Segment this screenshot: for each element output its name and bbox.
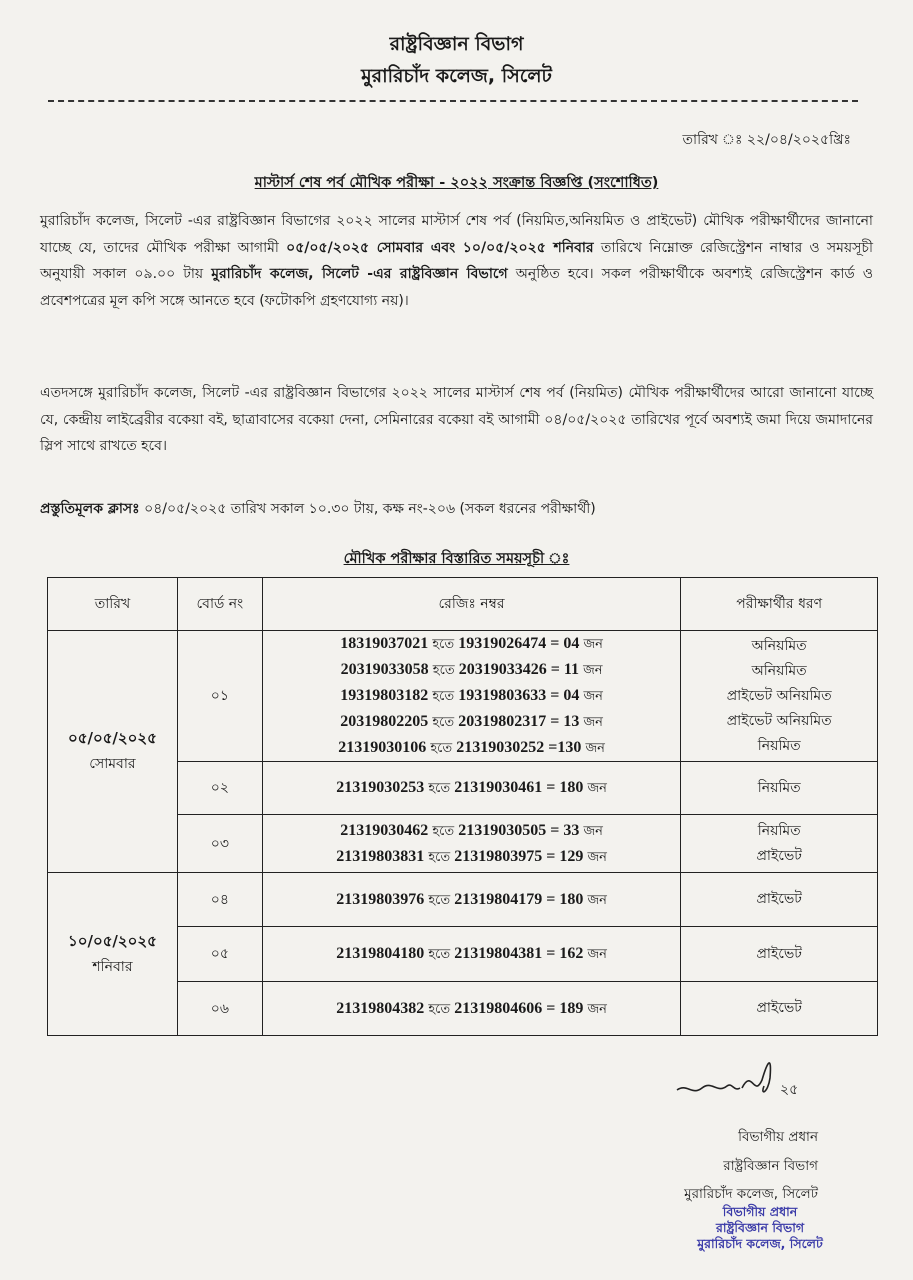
stamp-line-2: রাষ্ট্রবিজ্ঞান বিভাগ [715,1220,805,1235]
day1-weekday: সোমবার [89,756,136,772]
exam-venue: মুরারিচাঁদ কলেজ, সিলেট -এর রাষ্ট্রবিজ্ঞান বিভাগে [211,266,508,282]
schedule-title-text: মৌখিক পরীক্ষার বিস্তারিত সময়সূচী ঃ [343,551,570,567]
type-cell [681,927,878,982]
reg-range [267,941,677,967]
header-date: তারিখ [48,578,178,631]
reg-from-word: হতে [424,947,455,962]
reg-person-word: জন [579,689,603,704]
schedule-table [47,577,878,1036]
reg-from-word: হতে [424,781,455,796]
reg-from: 21319803976 [336,890,425,908]
reg-to-count: 20319033426 = 11 [458,661,579,678]
reg-to-count: 21319804381 = 162 [454,945,584,962]
table-row [48,631,878,762]
reg-from-word: হতে [424,892,455,908]
type-cell [681,762,878,815]
reg-from: 20319033058 [340,661,429,678]
candidate-type: প্রাইভেট [756,1000,802,1016]
board-no: ০৬ [177,982,262,1036]
reg-to-count: 21319803975 = 129 [454,847,584,865]
reg-to-count: 19319026474 = 04 [458,635,580,652]
candidate-type: নিয়মিত [757,822,801,839]
reg-from-word: হতে [428,823,459,839]
type-cell [681,982,878,1036]
prep-class-line [40,497,873,521]
reg-cell [262,927,681,982]
reg-person-word: জন [583,892,607,908]
reg-range [267,709,677,735]
reg-range [267,844,677,870]
reg-person-word: জন [581,741,605,756]
signature-dept: রাষ্ট্রবিজ্ঞান বিভাগ [723,1158,818,1174]
candidate-type: প্রাইভেট [756,945,802,962]
day1-date-cell [48,631,178,873]
candidate-type: প্রাইভেট [756,891,802,907]
notice-subject-text: মাস্টার্স শেষ পর্ব মৌখিক পরীক্ষা - ২০২২ সংক্রান্ত বিজ্ঞপ্তি (সংশোধিত) [254,175,659,191]
type-cell [681,631,878,762]
reg-from-word: হতে [428,637,459,652]
para1-part-e: অনুষ্ঠিত হবে। সকল পরীক্ষার্থীকে অবশ্যই রেজিস্ট্রেশন কার্ড ও প্রবেশপত্রের মূল কপি সঙ্গে আনতে হবে (ফটোকপি গ্রহণযোগ্য নয়)। [40,266,873,309]
reg-cell [262,982,681,1036]
reg-from-word: হতে [428,689,459,704]
reg-person-word: জন [583,849,607,865]
candidate-type: প্রাইভেট [756,847,802,864]
notice-paragraph-2: এতদসঙ্গে মুরারিচাঁদ কলেজ, সিলেট -এর রাষ্ট্রবিজ্ঞান বিভাগের ২০২২ সালের মাস্টার্স শেষ পর্ব (নিয়মিত) মৌখিক পরীক্ষার্থীদের আরো জানানো যাচ্ছে যে, কেন্দ্রীয় লাইব্রেরীর বকেয়া বই, ছাত্রাবাসের বকেয়া দেনা, সেমিনারের বকেয়া বই আগামী ০৪/০৫/২০২৫ তারিখের পূর্বে অবশ্যই জমা দিয়ে জমাদানের স্লিপ সাথে রাখতে হবে। [40,385,873,454]
table-row [48,873,878,927]
reg-from: 21319804382 [336,999,425,1017]
candidate-type: নিয়মিত [757,779,801,796]
day2-date: ১০/০৫/২০২৫ [67,931,157,950]
para1-part-c: তারিখে নিম্নোক্ত রেজিস্ট্রেশন নাম্বার ও সময়সূচী অনুযায়ী সকাল ০৯.০০ টায় [40,239,873,282]
reg-to-count: 21319030461 = 180 [454,779,584,796]
reg-person-word: জন [579,823,603,839]
board-no: ০২ [177,762,262,815]
reg-person-word: জন [579,637,603,652]
notice-paragraph-1 [40,208,873,314]
board-no: ০৩ [177,815,262,873]
reg-from: 21319030253 [336,779,425,796]
notice-date: তারিখ ঃ ২২/০৪/২০২৫খ্রিঃ [682,132,851,148]
reg-person-word: জন [579,715,603,730]
college-heading: মুরারিচাঁদ কলেজ, সিলেট [361,65,552,87]
candidate-type: অনিয়মিত [751,637,807,654]
reg-from-word: হতে [428,663,459,678]
reg-cell [262,815,681,873]
notice-subject [0,172,913,196]
prep-class-text: ০৪/০৫/২০২৫ তারিখ সকাল ১০.৩০ টায়, কক্ষ নং-২০৬ (সকল ধরনের পরীক্ষার্থী) [139,501,596,517]
day2-weekday: শনিবার [92,958,133,975]
type-cell [681,815,878,873]
reg-from: 21319804180 [336,945,425,962]
reg-from: 18319037021 [340,635,429,652]
board-no: ০৪ [177,873,262,927]
stamp-line-1: বিভাগীয় প্রধান [722,1204,798,1219]
reg-person-word: জন [583,781,607,796]
para1-part-a: মুরারিচাঁদ কলেজ, সিলেট -এর রাষ্ট্রবিজ্ঞান বিভাগের ২০২২ সালের মাস্টার্স শেষ পর্ব (নিয়মিত,অনিয়মিত ও প্রাইভেট) মৌখিক পরীক্ষার্থীদের জানানো যাচ্ছে যে, তাদের মৌখিক পরীক্ষা আগামী [40,213,873,256]
reg-range [267,775,677,801]
candidate-type: প্রাইভেট অনিয়মিত [726,687,832,704]
reg-from-word: হতে [426,741,457,756]
reg-to-count: 21319804179 = 180 [454,890,584,908]
exam-dates: ০৫/০৫/২০২৫ সোমবার এবং ১০/০৫/২০২৫ শনিবার [286,239,594,256]
reg-to-count: 19319803633 = 04 [458,687,580,704]
reg-from-word: হতে [424,849,455,865]
table-header-row [48,578,878,631]
department-heading: রাষ্ট্রবিজ্ঞান বিভাগ [389,33,524,55]
dashed-divider [48,100,858,102]
reg-range [267,683,677,709]
reg-range [267,657,677,683]
candidate-type: নিয়মিত [757,737,801,754]
reg-range [267,996,677,1022]
reg-person-word: জন [583,947,607,962]
stamp-line-3: মুরারিচাঁদ কলেজ, সিলেট [697,1236,823,1251]
department-stamp [660,1204,860,1252]
reg-to-count: 21319804606 = 189 [454,999,584,1017]
signature-title: বিভাগীয় প্রধান [738,1129,818,1145]
type-cell [681,873,878,927]
reg-from: 19319803182 [340,687,429,704]
reg-range [267,887,677,913]
signature-date-mark: ২৫ [780,1082,799,1098]
reg-cell [262,762,681,815]
reg-from: 21319803831 [336,847,425,865]
reg-cell [262,873,681,927]
reg-to-count: 21319030505 = 33 [458,821,580,839]
reg-range [267,631,677,657]
reg-range [267,818,677,844]
handwritten-signature [672,1058,872,1108]
reg-from: 21319030462 [340,821,429,839]
reg-to-count: 21319030252 =130 [456,739,582,756]
reg-from: 21319030106 [338,739,427,756]
reg-person-word: জন [583,1001,607,1017]
candidate-type: অনিয়মিত [751,662,807,679]
reg-from-word: হতে [424,1001,455,1017]
candidate-type: প্রাইভেট অনিয়মিত [726,712,832,729]
board-no: ০১ [177,631,262,762]
signature-college: মুরারিচাঁদ কলেজ, সিলেট [684,1186,818,1202]
reg-person-word: জন [578,663,603,678]
header-board: বোর্ড নং [177,578,262,631]
reg-range [267,735,677,761]
prep-class-label: প্রস্তুতিমূলক ক্লাসঃ [40,501,140,517]
board-no: ০৫ [177,927,262,982]
day2-date-cell [48,873,178,1036]
header-type: পরীক্ষার্থীর ধরণ [681,578,878,631]
reg-cell [262,631,681,762]
header-reg: রেজিঃ নম্বর [262,578,681,631]
reg-from-word: হতে [428,715,459,730]
reg-to-count: 20319802317 = 13 [458,713,580,730]
reg-from: 20319802205 [340,713,429,730]
day1-date: ০৫/০৫/২০২৫ [67,729,157,747]
schedule-title [0,548,913,572]
